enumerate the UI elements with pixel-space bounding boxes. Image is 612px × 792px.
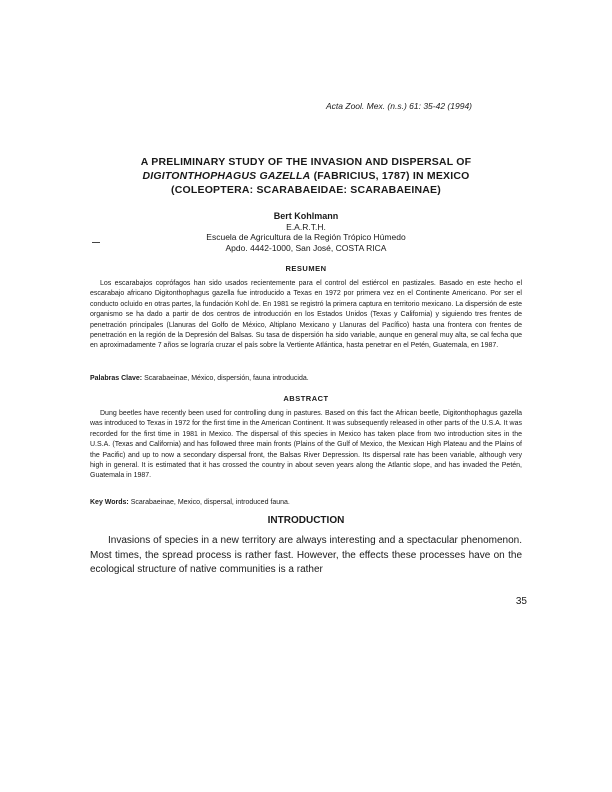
resumen-text: Los escarabajos coprófagos han sido usados recientemente para el control del estiércol en pastizales. Basado en este hecho el escarabajo africano Digitonthophagus gazella fue introducido a Texas en 1972 por primera vez en el Continente Americano. Por ser el conducto ocluido en otras partes, la fundación Kohl de. En 1981 se registró la primera captura en territorio mexicano. La dispersión de este organismo se ha dado a partir de dos centros de introducción en los Estados Unidos (Texas y California) y siguiendo tres frentes de penetración principales (Llanuras del Golfo de México, Altiplano Mexicano y Llanuras del Pacífico) hasta una frontera con frentes de penetración en la región de la Depresión del Balsas. Su tasa de dispersión ha sido variable, aunque en general muy alta, se cal fecha que en aproximadamente 7 años se lograría cruzar el país sobre la Vertiente Atlántica, hasta penetrar en el Petén, Guatemala, en 1987. [90,280,522,350]
page-number: 35 [515,596,527,607]
author-affiliation: E.A.R.T.H. [286,221,326,232]
author-block [90,211,522,253]
title-species-name: DIGITONTHOPHAGUS GAZELLA [142,170,311,182]
resumen-keywords-list: Scarabaeinae, México, dispersión, fauna introducida. [142,375,309,382]
title-line-3: (COLEOPTERA: SCARABAEIDAE: SCARABAEINAE) [171,184,441,196]
title-line-2-rest: (FABRICIUS, 1787) IN MEXICO [310,170,470,182]
introduction-text: Invasions of species in a new territory are always interesting and a spectacular phenomenon. Most times, the spread process is rather fast. However, the effects these processes have on the ecological structure of native communities is a rather [90,535,522,575]
abstract-text: Dung beetles have recently been used for controlling dung in pastures. Based on this fact the African beetle, Digitonthophagus gazella was introduced to Texas in 1972 for the first time in the American Continent. It was subsequently released in other parts of the U.S.A. It was recorded for the first time in 1981 in Mexico. The dispersal of this species in Mexico has taken place from two introduction sites in the U.S.A. (Texas and California) and has followed three main fronts (Plains of the Gulf of Mexico, the Mexican High Plateau and the Plains of the Pacific) and up to now a secondary dispersal front, the Balsas River Depression. Its dispersal rate has been variable, although very high in general. It is estimated that it has crossed the country in about seven years along the Atlantic slope, and has invaded the Petén, Guatemala in 1987. [90,410,522,480]
margin-mark [92,242,100,243]
paper-title [90,155,522,197]
title-line-2 [90,169,522,183]
abstract-keywords-label: Key Words: [90,499,129,506]
journal-citation: Acta Zool. Mex. (n.s.) 61: 35-42 (1994) [326,101,472,111]
resumen-keywords-label: Palabras Clave: [90,375,143,382]
abstract-keywords-list: Scarabaeinae, Mexico, dispersal, introduced fauna. [128,499,290,506]
resumen-heading: RESUMEN [285,264,327,273]
resumen-keywords [90,374,522,384]
abstract-keywords [90,498,522,508]
abstract-heading: ABSTRACT [283,394,329,403]
introduction-heading: INTRODUCTION [267,515,345,526]
author-institution: Escuela de Agricultura de la Región Trópico Húmedo [206,232,406,242]
author-name: Bert Kohlmann [273,211,339,221]
title-line-1: A PRELIMINARY STUDY OF THE INVASION AND DISPERSAL OF [140,156,472,168]
author-address: Apdo. 4442-1000, San José, COSTA RICA [225,242,387,253]
